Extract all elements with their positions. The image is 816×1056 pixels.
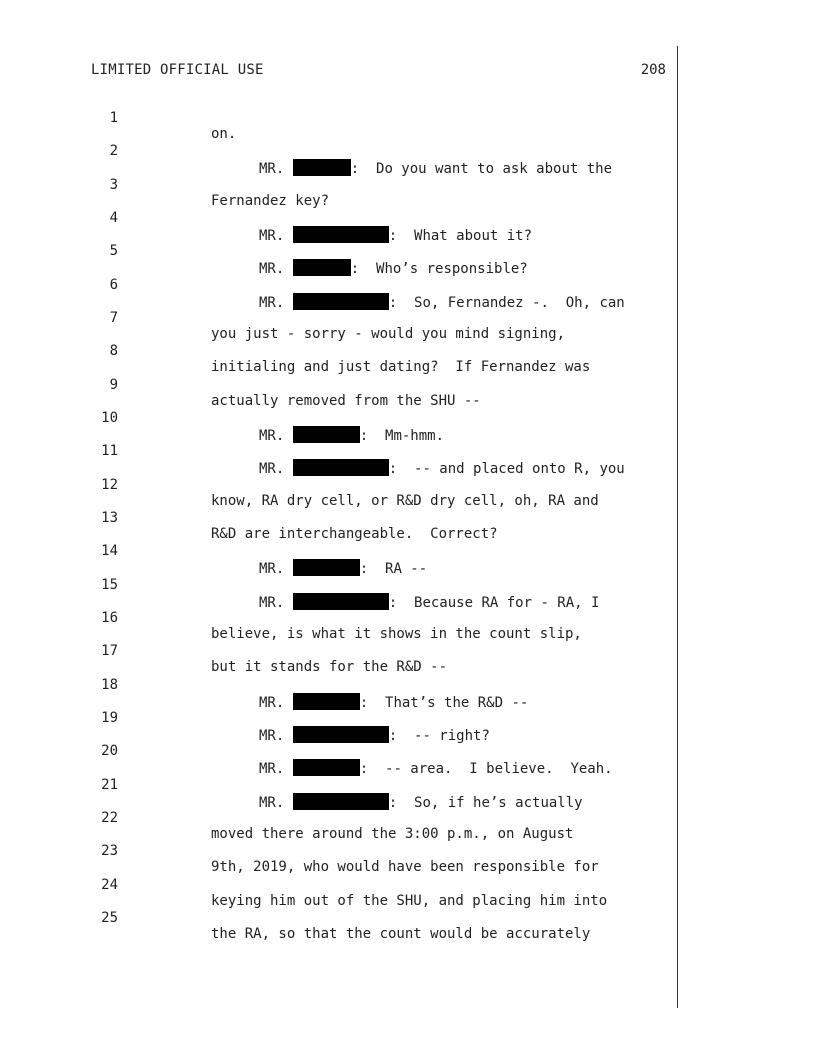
line-number: 25 [101,910,118,926]
transcript-line [0,261,680,311]
transcript-line [0,894,680,942]
line-text: you just - sorry - would you mind signing, [211,326,566,342]
line-text: : That’s the R&D -- [359,695,529,711]
speaker-title: MR. [259,428,285,444]
line-text: : Because RA for - RA, I [388,595,600,611]
line-number: 14 [101,543,118,559]
line-text: : So, if he’s actually [388,795,583,811]
transcript-line [0,694,680,744]
line-number: 1 [109,110,118,126]
line-text: : Do you want to ask about the [350,161,613,177]
line-number: 10 [101,410,118,426]
line-number: 22 [101,810,118,826]
speaker-title: MR. [259,595,285,611]
line-text: initialing and just dating? If Fernandez was [211,359,591,375]
line-number: 7 [109,310,118,326]
line-number: 21 [101,777,118,793]
speaker-title: MR. [259,561,285,577]
line-number: 15 [101,577,118,593]
transcript-line [0,627,680,675]
line-number: 2 [109,143,118,159]
transcript-line [0,194,680,244]
line-text: know, RA dry cell, or R&D dry cell, oh, RA and [211,493,599,509]
line-text: : -- right? [388,728,490,744]
transcript-line [0,327,680,375]
transcript-line [0,494,680,542]
line-number: 3 [109,177,118,193]
line-number: 12 [101,477,118,493]
line-text: Fernandez key? [211,193,330,209]
speaker-title: MR. [259,295,285,311]
transcript-line [0,861,680,909]
transcript-line [0,227,680,277]
line-text: : Who’s responsible? [350,261,528,277]
speaker-title: MR. [259,695,285,711]
line-text: moved there around the 3:00 p.m., on August [211,826,574,842]
transcript-line [0,127,680,177]
line-text: : RA -- [359,561,428,577]
line-text: 9th, 2019, who would have been responsible for [211,859,599,875]
line-text: : -- area. I believe. Yeah. [359,761,613,777]
transcript-line [0,94,680,142]
transcript-line [0,561,680,611]
line-text: actually removed from the SHU -- [211,393,481,409]
line-number: 5 [109,243,118,259]
line-text: but it stands for the R&D -- [211,659,448,675]
transcript-line [0,794,680,842]
speaker-title: MR. [259,161,285,177]
line-number: 6 [109,277,118,293]
line-text: : So, Fernandez -. Oh, can [388,295,625,311]
line-text: : What about it? [388,228,533,244]
line-number: 11 [101,443,118,459]
line-text: believe, is what it shows in the count slip, [211,626,582,642]
line-number: 9 [109,377,118,393]
speaker-title: MR. [259,795,285,811]
speaker-title: MR. [259,261,285,277]
speaker-title: MR. [259,461,285,477]
speaker-title: MR. [259,228,285,244]
line-number: 8 [109,343,118,359]
line-text: R&D are interchangeable. Correct? [211,526,498,542]
transcript-line [0,527,680,577]
speaker-title: MR. [259,728,285,744]
transcript-line [0,394,680,444]
line-text: on. [211,126,237,142]
line-text: : -- and placed onto R, you [388,461,625,477]
line-number: 19 [101,710,118,726]
line-number: 24 [101,877,118,893]
transcript-line [0,827,680,875]
line-number: 4 [109,210,118,226]
line-number: 13 [101,510,118,526]
transcript-line [0,761,680,811]
line-text: the RA, so that the count would be accurately [211,926,591,942]
transcript-line [0,461,680,509]
transcript-line [0,361,680,409]
line-number: 17 [101,643,118,659]
transcript-line [0,727,680,777]
line-number: 23 [101,843,118,859]
transcript-line [0,294,680,342]
speaker-title: MR. [259,761,285,777]
line-number: 16 [101,610,118,626]
header-left-label: LIMITED OFFICIAL USE [91,62,264,78]
transcript-line [0,661,680,711]
line-number: 18 [101,677,118,693]
transcript-line [0,161,680,209]
line-number: 20 [101,743,118,759]
line-text: : Mm-hmm. [359,428,445,444]
transcript-line [0,594,680,642]
line-text: keying him out of the SHU, and placing him into [211,893,608,909]
transcript-line [0,427,680,477]
page-number: 208 [640,62,666,78]
